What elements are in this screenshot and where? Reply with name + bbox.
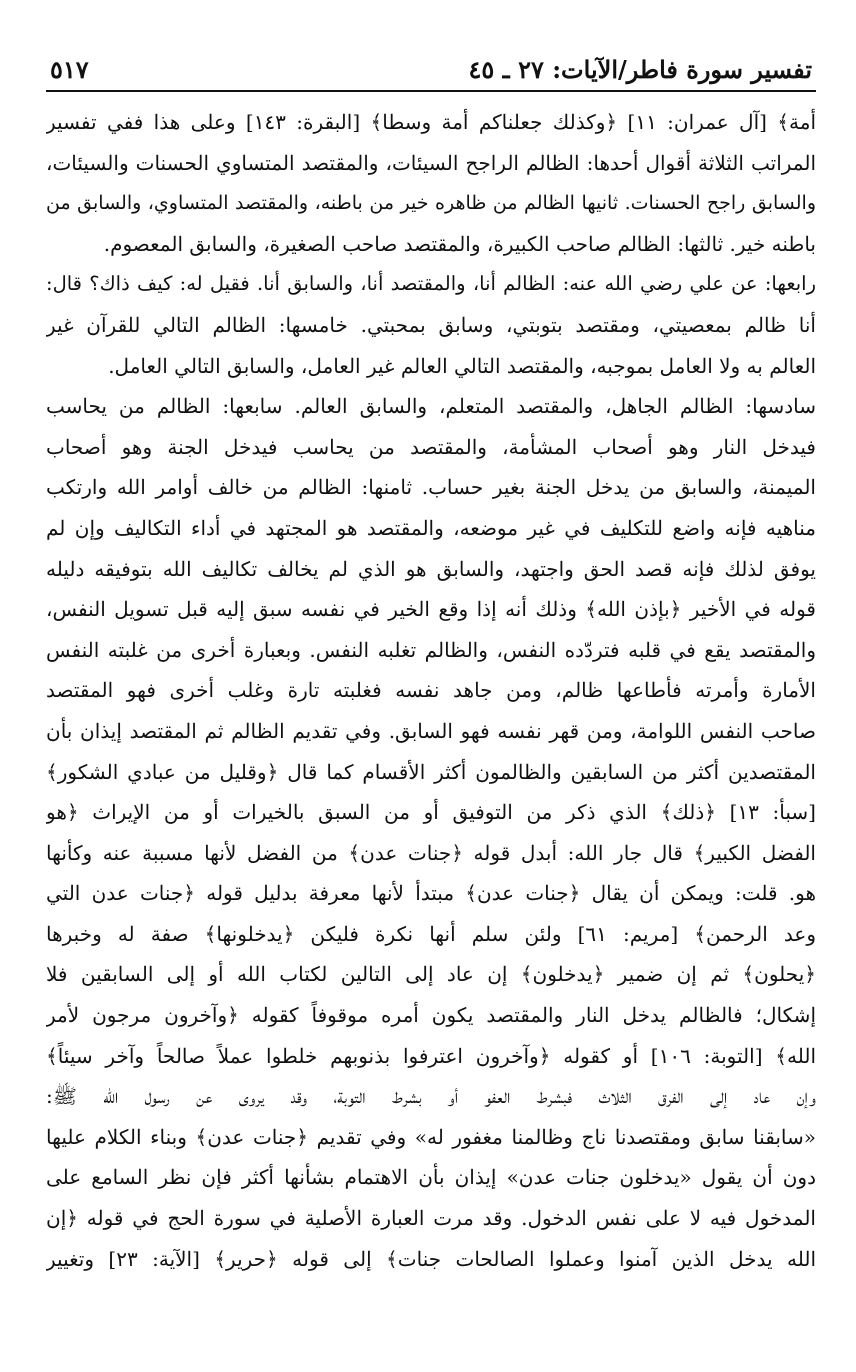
text-line: أمة﴾ [آل عمران: ١١] ﴿وكذلك جعلناكم أمة وسطا﴾ [البقرة: ١٤٣] وعلى هذا ففي تفسير	[46, 110, 816, 134]
text-line: الأمارة وأمرته فأطاعها ظالم، ومن جاهد نفسه فغلبته تارة وغلب أخرى فهو المقتصد	[46, 678, 816, 703]
text-line: فيدخل النار وهو أصحاب المشأمة، والمقتصد من يحاسب فيدخل الجنة وهو أصحاب	[46, 434, 816, 459]
text-line: والسابق راجح الحسنات. ثانيها الظالم من ظاهره خير من باطنه، والمقتصد المتساوي، والسابق من	[46, 192, 816, 215]
text-line: رابعها: عن علي رضي الله عنه: الظالم أنا، والمقتصد أنا، والسابق أنا. فقيل له: كيف ذاك؟ قال:	[46, 272, 816, 296]
text-line: المقتصدين أكثر من السابقين والظالمون أكثر الأقسام كما قال ﴿وقليل من عبادي الشكور﴾	[46, 759, 816, 784]
text-line: سادسها: الظالم الجاهل، والمقتصد المتعلم، والسابق العالم. سابعها: الظالم من يحاسب	[46, 394, 816, 419]
page-number: ٥١٧	[50, 55, 89, 84]
text-line: الميمنة، والسابق من يدخل الجنة بغير حساب. ثامنها: الظالم من خالف أوامر الله وارتكب	[46, 475, 816, 500]
text-line: [سبأ: ١٣] ﴿ذلك﴾ الذي ذكر من التوفيق أو من السبق بالخيرات أو من الإيراث ﴿هو	[46, 800, 816, 825]
text-line: وإن عاد إلى الفرق الثلاث فبشرط العفو أو بشرط التوبة، وقد يروى عن رسول الله ﷺ:	[46, 1084, 816, 1109]
text-line: أنا ظالم بمعصيتي، ومقتصد بتوبتي، وسابق بمحبتي. خامسها: الظالم التالي للقرآن غير	[46, 312, 816, 337]
text-line: ﴿يحلون﴾ ثم إن ضمير ﴿يدخلون﴾ إن عاد إلى التالين لكتاب الله أو إلى السابقين فلا	[46, 962, 816, 987]
text-line: الله يدخل الذين آمنوا وعملوا الصالحات جنات﴾ إلى قوله ﴿حرير﴾ [الآية: ٢٣] وتغيير	[46, 1246, 816, 1271]
text-line: هو. قلت: ويمكن أن يقال ﴿جنات عدن﴾ مبتدأ لأنها معرفة بدليل قوله ﴿جنات عدن التي	[46, 881, 816, 906]
text-line: مناهيه فإنه واضع للتكليف في غير موضعه، والمقتصد هو المجتهد في أداء التكاليف وإن لم	[46, 515, 816, 540]
text-line: والمقتصد يقع في قلبه فتردّده النفس، والظالم تغلبه النفس. وبعبارة أخرى من غلبته النفس	[46, 637, 816, 662]
text-line: يوفق لذلك فإنه قصد الحق واجتهد، والسابق هو الذي لم يخالف تكاليف الله بتوفيقه دليله	[46, 556, 816, 581]
text-line: الله﴾ [التوبة: ١٠٦] أو كقوله ﴿وآخرون اعترفوا بذنوبهم خلطوا عملاً صالحاً وآخر سيئاً﴾	[46, 1043, 816, 1068]
text-line: قوله في الأخير ﴿بإذن الله﴾ وذلك أنه إذا وقع الخير في نفسه سبق إليه قبل تسويل النفس،	[46, 597, 816, 622]
text-line: باطنه خير. ثالثها: الظالم صاحب الكبيرة، والمقتصد صاحب الصغيرة، والسابق المعصوم.	[103, 231, 816, 256]
text-line: صاحب النفس اللوامة، ومن قهر نفسه فهو السابق. وفي تقديم الظالم ثم المقتصد إيذان بأن	[46, 718, 816, 743]
running-title: تفسير سورة فاطر/الآيات: ٢٧ ـ ٤٥	[468, 55, 812, 84]
running-header	[46, 52, 816, 92]
text-line: المدخول فيه لا على نفس الدخول. وقد مرت العبارة الأصلية في سورة الحج في قوله ﴿إن	[46, 1206, 816, 1231]
text-line: الفضل الكبير﴾ قال جار الله: أبدل قوله ﴿جنات عدن﴾ من الفضل لأنها مسببة عنه وكأنها	[46, 840, 816, 865]
text-line: «سابقنا سابق ومقتصدنا ناج وظالمنا مغفور له» وفي تقديم ﴿جنات عدن﴾ وبناء الكلام عليها	[46, 1124, 816, 1149]
text-line: دون أن يقول «يدخلون جنات عدن» إيذان بأن الاهتمام بشأنها أكثر فإن نظر السامع على	[46, 1165, 816, 1190]
text-line: وعد الرحمن﴾ [مريم: ٦١] ولئن سلم أنها نكرة فليكن ﴿يدخلونها﴾ صفة له وخبرها	[46, 921, 816, 946]
body-text	[46, 102, 816, 1279]
text-line: المراتب الثلاثة أقوال أحدها: الظالم الراجح السيئات، والمقتصد المتساوي الحسنات والسيئات،	[46, 150, 816, 175]
text-line: العالم به ولا العامل بموجبه، والمقتصد التالي العالم غير العامل، والسابق التالي العامل.	[108, 353, 816, 378]
book-page	[46, 52, 816, 1279]
text-line: إشكال؛ فالظالم يدخل النار والمقتصد يكون أمره موقوفاً كقوله ﴿وآخرون مرجون لأمر	[46, 1003, 816, 1028]
